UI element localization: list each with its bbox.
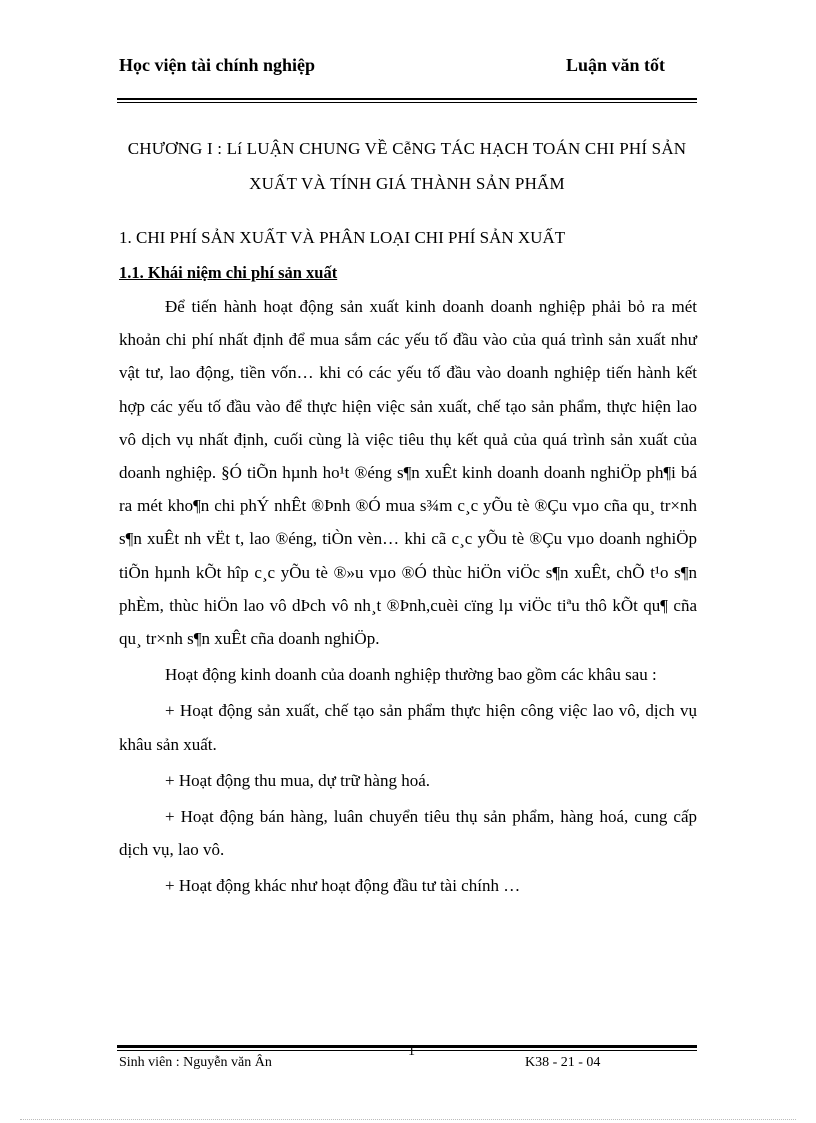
header-rule-thin — [117, 102, 697, 103]
paragraph: Hoạt động kinh doanh của doanh nghiệp thường bao gồm các khâu sau : — [165, 665, 657, 685]
paragraph: + Hoạt động khác như hoạt động đầu tư tài chính … — [165, 876, 521, 896]
footer-rule-thin — [117, 1050, 697, 1051]
header-institution: Học viện tài chính nghiệp — [119, 55, 316, 75]
page-edge-divider — [20, 1119, 796, 1120]
chapter-title: CHƯƠNG I : Lí LUẬN CHUNG VỀ CễNG TÁC HẠCH TOÁN CHI PHÍ SẢN XUẤT VÀ TÍNH GIÁ THÀNH SẢN PHẨM — [127, 139, 687, 193]
paragraph: + Hoạt động thu mua, dự trữ hàng hoá. — [165, 770, 431, 790]
footer-class-code: K38 - 21 - 04 — [525, 1055, 601, 1070]
footer-rule — [117, 1045, 697, 1048]
section-heading: 1. CHI PHÍ SẢN XUẤT VÀ PHÂN LOẠI CHI PHÍ SẢN XUẤT — [119, 228, 566, 247]
page-number: 1 — [408, 1044, 415, 1059]
header-rule — [117, 98, 697, 100]
paragraph: + Hoạt động sản xuất, chế tạo sản phẩm thực hiện công việc lao vô, dịch vụ khâu sản xuất. — [119, 701, 697, 754]
header-document-type: Luận văn tốt — [566, 55, 666, 75]
paragraph: Để tiến hành hoạt động sản xuất kinh doanh doanh nghiệp phải bỏ ra mét khoản chi phí nhất định để mua sắm các yếu tố đầu vào của quá trình sản xuất như vật tư, lao động, tiền vốn… khi có các yếu tố đầu vào doanh nghiệp tiến hành kết hợp các yếu tố đầu vào để thực hiện việc sản xuất, chế tạo sản phẩm, thực hiện lao vô dịch vụ nhất định, cuối cùng là việc tiêu thụ kết quả của quá trình sản xuất của doanh nghiệp. §Ó tiÕn hµnh ho¹t ®éng s¶n xuÊt kinh doanh doanh nghiÖp ph¶i bá ra mét kho¶n chi phÝ nhÊt ®Þnh ®Ó mua s¾m c¸c yÕu tè ®Çu vµo cña qu¸ tr×nh s¶n xuÊt nh vËt t, lao ®éng, tiÒn vèn… khi cã c¸c yÕu tè ®Çu vµo doanh nghiÖp tiÕn hµnh kÕt hîp c¸c yÕu tè ®»u vµo ®Ó thùc hiÖn viÖc s¶n xuÊt, chÕ t¹o s¶n phÈm, thùc hiÖn lao vô dÞch vô nh¸t ®Þnh,cuèi cïng lµ viÖc tiªu thô kÕt qu¶ cña qu¸ tr×nh s¶n xuÊt cña doanh nghiÖp. — [119, 297, 697, 649]
body-text — [119, 290, 697, 903]
paragraph: + Hoạt động bán hàng, luân chuyển tiêu thụ sản phẩm, hàng hoá, cung cấp dịch vụ, lao vô. — [119, 807, 697, 860]
subsection-heading: 1.1. Khái niệm chi phí sản xuất — [119, 263, 338, 282]
footer-student: Sinh viên : Nguyễn văn Ân — [119, 1055, 272, 1070]
